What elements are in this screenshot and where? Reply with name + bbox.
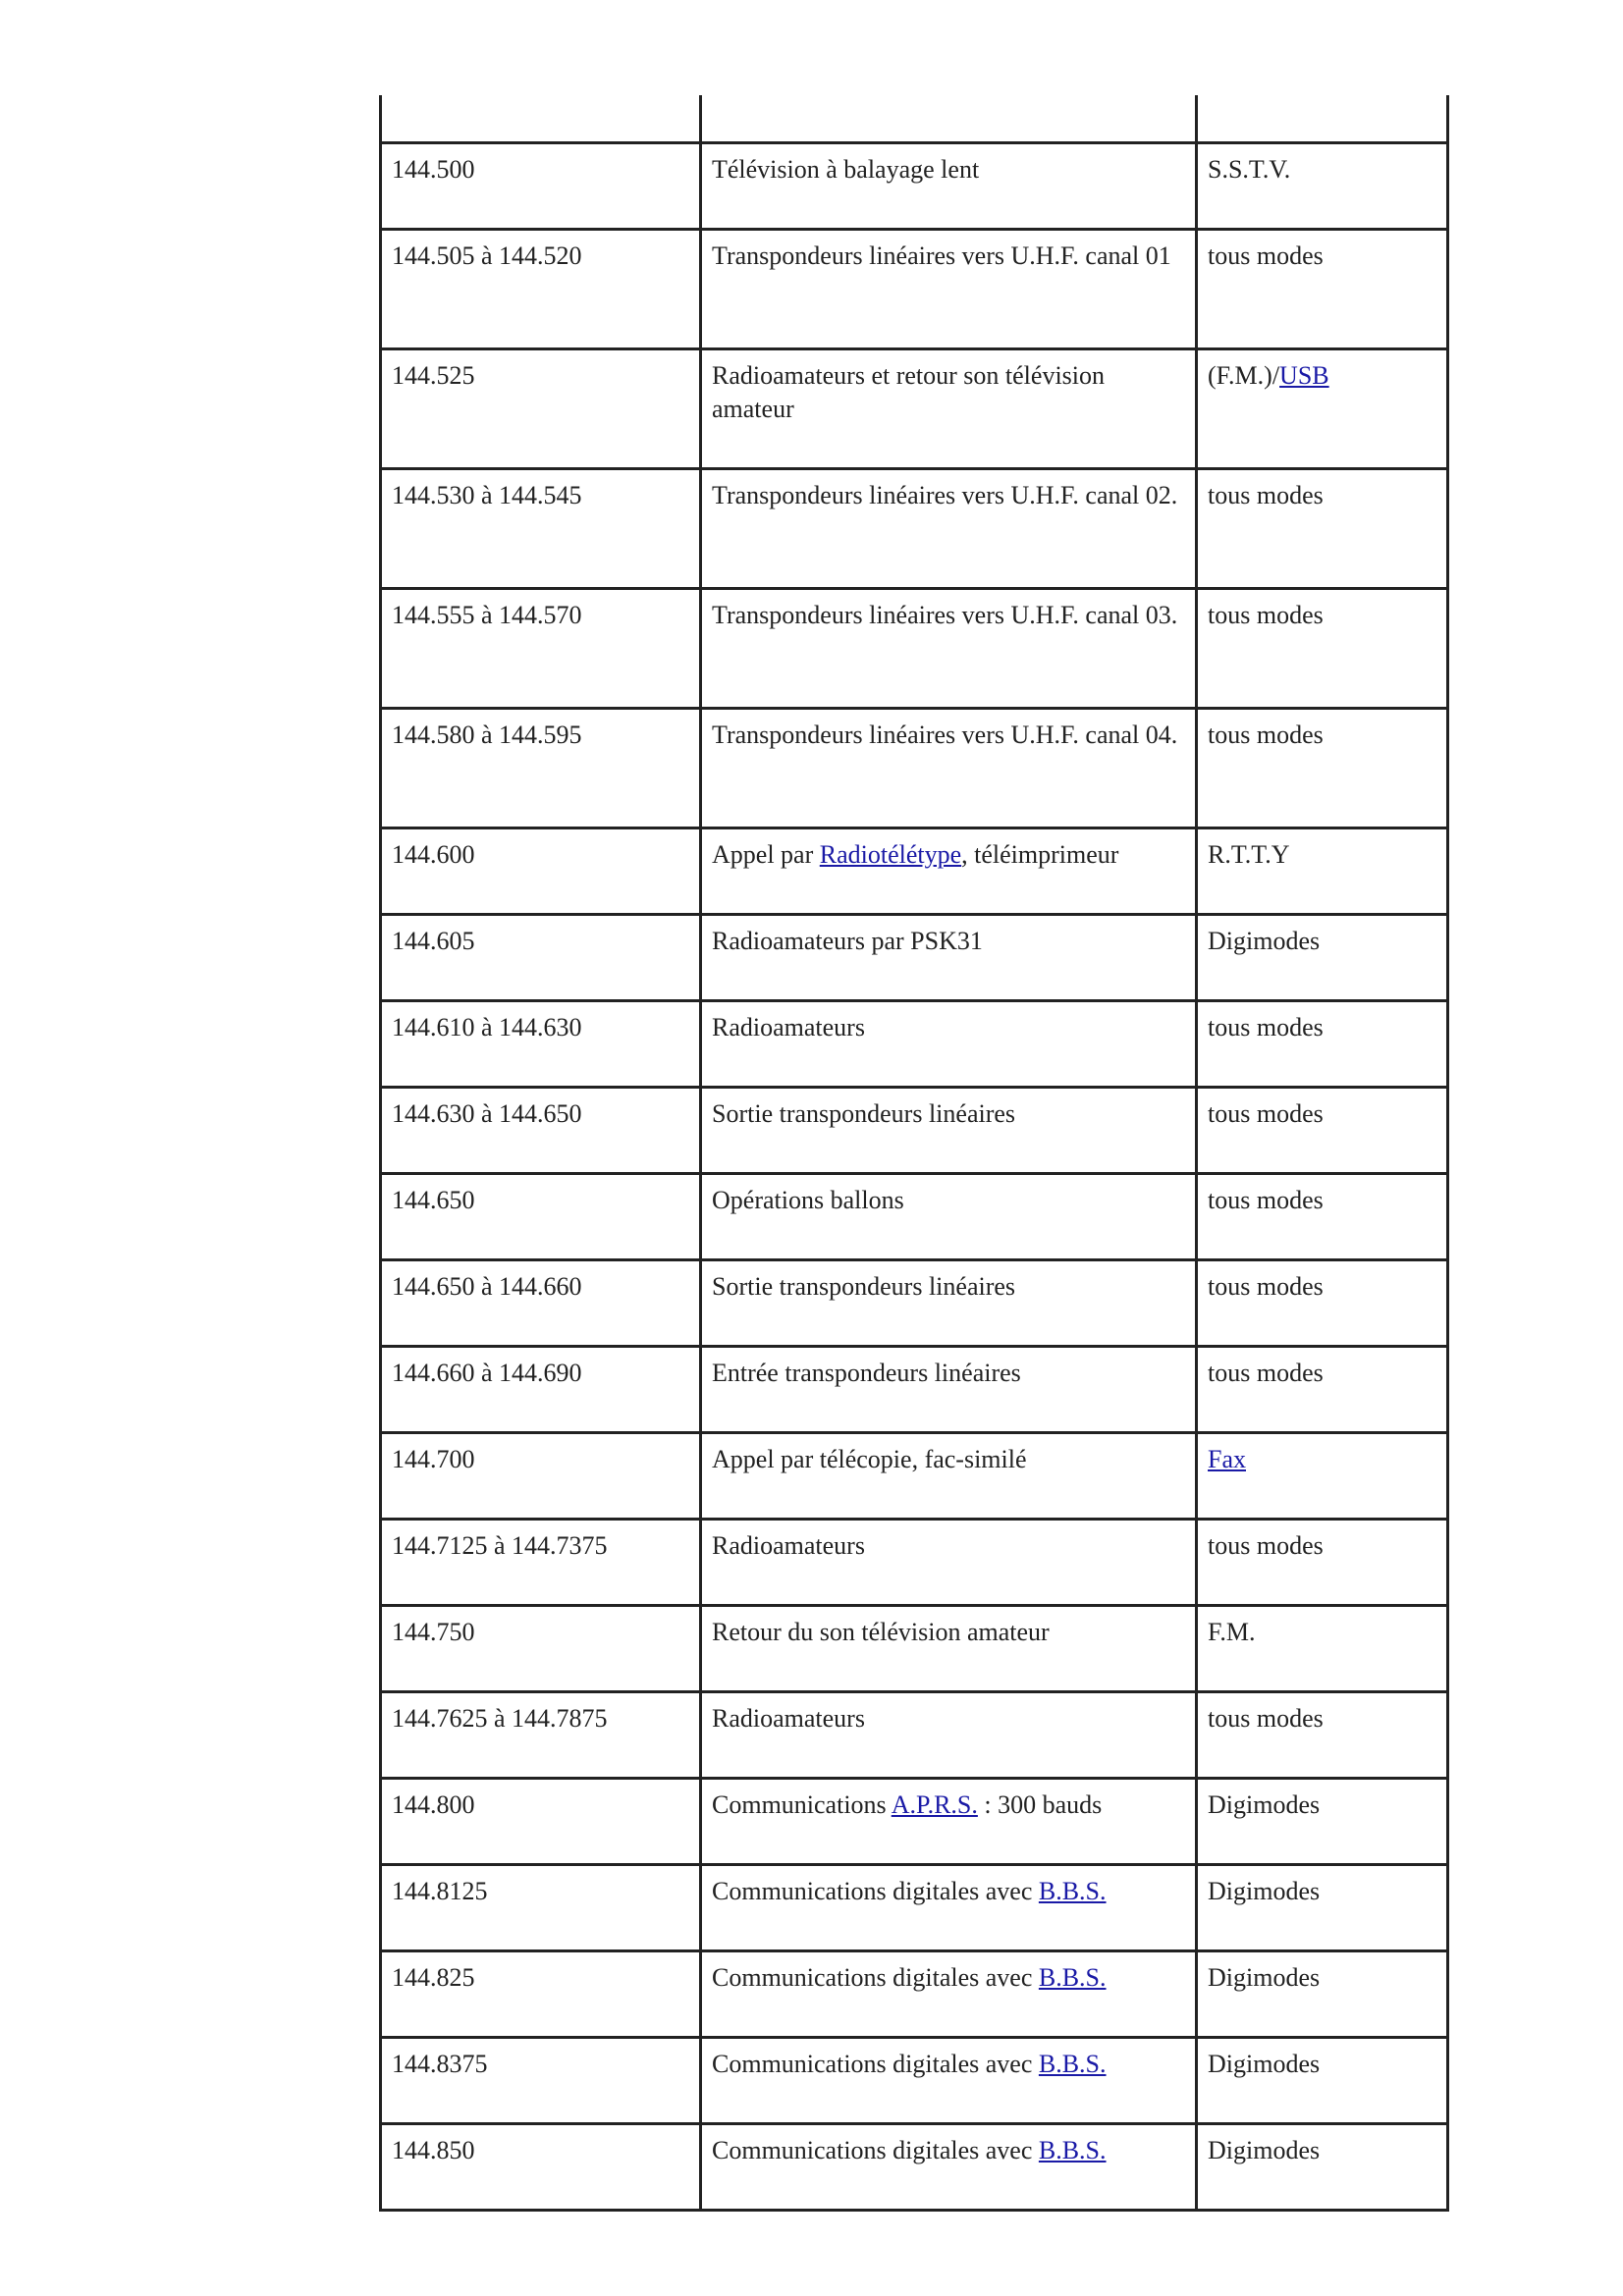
cell-text: tous modes [1208,720,1324,749]
mode-cell [1197,914,1448,1000]
mode-cell [1197,1346,1448,1432]
description-cell [701,1864,1197,1950]
cell-link[interactable]: Radiotélétype [819,839,962,869]
cell-text: R.T.T.Y [1208,839,1290,869]
cell-text: Communications digitales avec [712,2049,1039,2078]
frequency-cell: 144.750 [381,1605,701,1691]
cell-link[interactable]: A.P.R.S. [891,1789,978,1819]
cell-text: Radioamateurs [712,1530,865,1560]
cell-link[interactable]: B.B.S. [1038,2049,1107,2078]
mode-cell [1197,348,1448,468]
frequency-cell: 144.580 à 144.595 [381,708,701,828]
frequency-table-body [381,95,1448,2212]
mode-cell [1197,1605,1448,1691]
cell-text: Digimodes [1208,2049,1321,2078]
cell-link[interactable]: B.B.S. [1038,2135,1107,2164]
description-cell [701,229,1197,348]
cell-text: Radioamateurs [712,1012,865,1041]
frequency-cell: 144.650 [381,1173,701,1259]
description-cell [701,708,1197,828]
cell-link[interactable]: B.B.S. [1038,1962,1107,1992]
mode-cell [1197,1000,1448,1087]
table-row [381,2037,1448,2123]
cell-text: Transpondeurs linéaires vers U.H.F. canal 04. [712,720,1178,749]
cell-link[interactable]: B.B.S. [1038,1876,1107,1905]
table-row [381,142,1448,229]
cell-text: F.M. [1208,1617,1256,1646]
frequency-cell: 144.8375 [381,2037,701,2123]
table-row [381,588,1448,708]
description-cell [701,1778,1197,1864]
cell-link[interactable]: USB [1279,360,1329,390]
description-cell [701,468,1197,588]
frequency-cell: 144.650 à 144.660 [381,1259,701,1346]
mode-cell [1197,1950,1448,2037]
mode-cell [1197,1087,1448,1173]
table-row [381,708,1448,828]
cell-text: S.S.T.V. [1208,154,1291,184]
table-row [381,1000,1448,1087]
description-cell [701,588,1197,708]
mode-cell [1197,1864,1448,1950]
mode-cell [1197,142,1448,229]
description-cell [701,1173,1197,1259]
table-row [381,1778,1448,1864]
frequency-cell: 144.700 [381,1432,701,1519]
mode-cell [1197,1691,1448,1778]
mode-cell [1197,468,1448,588]
description-cell [701,2123,1197,2210]
table-row [381,1432,1448,1519]
cell-text: Radioamateurs par PSK31 [712,926,983,955]
frequency-cell: 144.850 [381,2123,701,2210]
cell-text: tous modes [1208,1012,1324,1041]
cell-text: Appel par [712,839,820,869]
frequency-cell: 144.7625 à 144.7875 [381,1691,701,1778]
description-cell [701,2037,1197,2123]
table-row [381,348,1448,468]
description-cell [701,1259,1197,1346]
table-row [381,1087,1448,1173]
description-cell [701,1087,1197,1173]
description-cell [701,1950,1197,2037]
frequency-cell: 144.605 [381,914,701,1000]
table-row [381,1605,1448,1691]
frequency-cell: 144.660 à 144.690 [381,1346,701,1432]
frequency-cell: 144.630 à 144.650 [381,1087,701,1173]
cell-text: Appel par télécopie, fac-similé [712,1444,1027,1473]
description-cell [701,1000,1197,1087]
frequency-cell: 144.8125 [381,1864,701,1950]
mode-cell [1197,1519,1448,1605]
frequency-cell: 144.610 à 144.630 [381,1000,701,1087]
cell-text: tous modes [1208,600,1324,629]
mode-cell [1197,1173,1448,1259]
frequency-cell: 144.500 [381,142,701,229]
mode-cell [1197,588,1448,708]
cell-text: tous modes [1208,1098,1324,1128]
table-row-continuation-top [381,95,1448,142]
frequency-table [379,95,1449,2212]
cell-text: tous modes [1208,1185,1324,1214]
table-row [381,1691,1448,1778]
table-row [381,1259,1448,1346]
description-cell [701,1691,1197,1778]
cell-text: Radioamateurs [712,1703,865,1733]
table-row [381,1346,1448,1432]
table-cell-stub [1197,95,1448,142]
description-cell [701,1519,1197,1605]
table-row [381,914,1448,1000]
cell-text: Digimodes [1208,1962,1321,1992]
table-row [381,468,1448,588]
table-cell-stub [381,2210,701,2212]
mode-cell [1197,1432,1448,1519]
table-cell-stub [1197,2210,1448,2212]
mode-cell [1197,708,1448,828]
table-cell-stub [381,95,701,142]
cell-text: Retour du son télévision amateur [712,1617,1050,1646]
frequency-cell: 144.800 [381,1778,701,1864]
description-cell [701,348,1197,468]
table-cell-stub [701,95,1197,142]
cell-text: tous modes [1208,480,1324,509]
table-row-continuation-bottom [381,2210,1448,2212]
mode-cell [1197,2037,1448,2123]
cell-text: tous modes [1208,1703,1324,1733]
frequency-cell: 144.505 à 144.520 [381,229,701,348]
table-row [381,1950,1448,2037]
cell-text: Digimodes [1208,2135,1321,2164]
cell-text: Radioamateurs et retour son télévision amateur [712,360,1106,423]
table-row [381,1519,1448,1605]
cell-text: Transpondeurs linéaires vers U.H.F. canal 03. [712,600,1178,629]
mode-cell [1197,1778,1448,1864]
cell-text: tous modes [1208,1271,1324,1301]
cell-text: Opérations ballons [712,1185,904,1214]
cell-text: , téléimprimeur [961,839,1119,869]
cell-text: Entrée transpondeurs linéaires [712,1358,1021,1387]
cell-text: tous modes [1208,1358,1324,1387]
table-row [381,229,1448,348]
cell-text: Digimodes [1208,926,1321,955]
frequency-cell: 144.530 à 144.545 [381,468,701,588]
cell-text: Digimodes [1208,1876,1321,1905]
table-cell-stub [701,2210,1197,2212]
cell-text: Sortie transpondeurs linéaires [712,1098,1016,1128]
cell-text: Télévision à balayage lent [712,154,980,184]
mode-cell [1197,828,1448,914]
description-cell [701,142,1197,229]
cell-text: Communications digitales avec [712,1962,1039,1992]
cell-text: Sortie transpondeurs linéaires [712,1271,1016,1301]
mode-cell [1197,1259,1448,1346]
frequency-cell: 144.555 à 144.570 [381,588,701,708]
cell-text: : 300 bauds [977,1789,1103,1819]
cell-text: Transpondeurs linéaires vers U.H.F. canal 01 [712,240,1171,270]
description-cell [701,1605,1197,1691]
mode-cell [1197,2123,1448,2210]
description-cell [701,1432,1197,1519]
cell-link[interactable]: Fax [1208,1444,1246,1473]
table-row [381,1173,1448,1259]
description-cell [701,828,1197,914]
frequency-cell: 144.825 [381,1950,701,2037]
frequency-cell: 144.600 [381,828,701,914]
frequency-cell: 144.7125 à 144.7375 [381,1519,701,1605]
cell-text: Communications digitales avec [712,2135,1039,2164]
mode-cell [1197,229,1448,348]
description-cell [701,1346,1197,1432]
cell-text: tous modes [1208,240,1324,270]
cell-text: Transpondeurs linéaires vers U.H.F. canal 02. [712,480,1178,509]
cell-text: Communications digitales avec [712,1876,1039,1905]
cell-text: Digimodes [1208,1789,1321,1819]
table-row [381,828,1448,914]
description-cell [701,914,1197,1000]
cell-text: tous modes [1208,1530,1324,1560]
frequency-cell: 144.525 [381,348,701,468]
cell-text: (F.M.)/ [1208,360,1280,390]
table-row [381,2123,1448,2210]
cell-text: Communications [712,1789,892,1819]
table-row [381,1864,1448,1950]
